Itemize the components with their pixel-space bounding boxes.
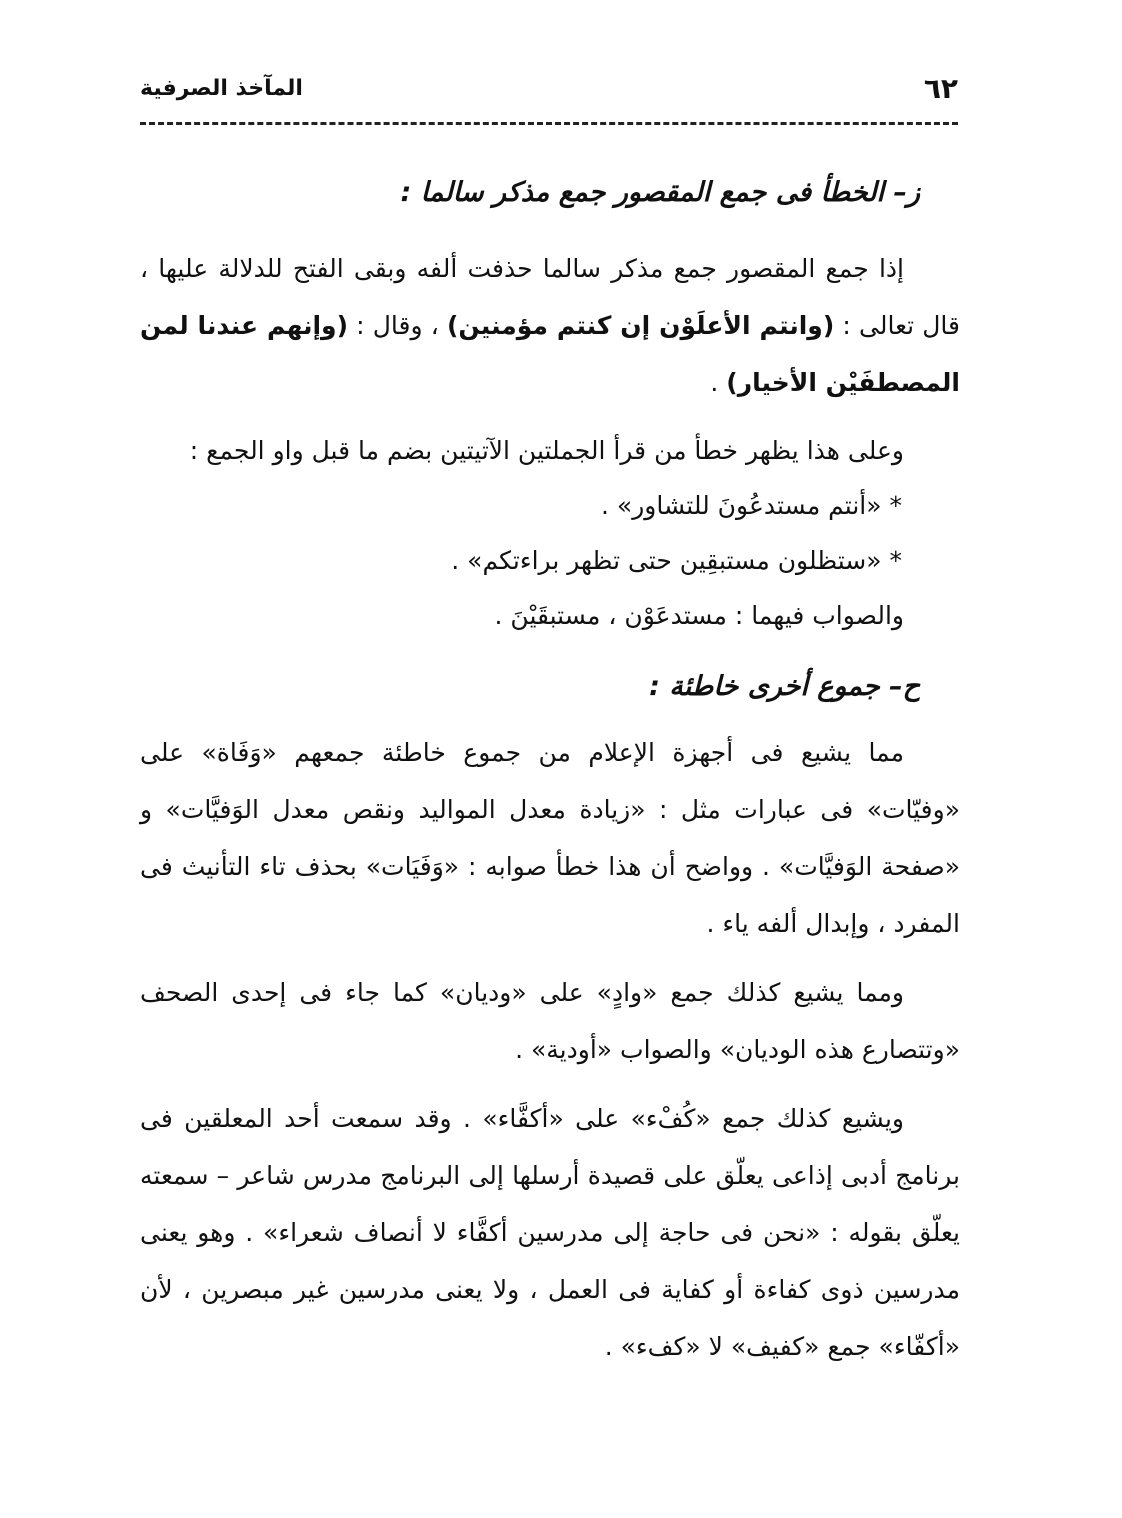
section-heading-z: ز– الخطأ فى جمع المقصور جمع مذكر سالما :	[400, 177, 920, 208]
paragraph-z-1-text-c: .	[710, 368, 727, 398]
paragraph-h-3: ويشيع كذلك جمع «كُفْء» على «أكفَّاء» . وقد سمعت أحد المعلقين فى برنامج أدبى إذاعى يعلّق على قصيدة أرسلها إلى البرنامج مدرس شاعر – سمعته يعلّق بقوله : «نحن فى حاجة إلى مدرسين أكفَّاء لا أنصاف شعراء» . وهو يعنى مدرسين ذوى كفاءة أو كفاية فى العمل ، ولا يعنى مدرسين غير مبصرين ، لأن «أكفّاء» جمع «كفيف» لا «كفء» .	[140, 1104, 960, 1362]
example-bullet-1: * «أنتم مستدعُونَ للتشاور» .	[601, 491, 902, 521]
page-header	[140, 72, 958, 112]
page-number: ٦٢	[923, 72, 958, 105]
paragraph-h-1: مما يشيع فى أجهزة الإعلام من جموع خاطئة جمعهم «وَفَاة» على «وفيّات» فى عبارات مثل : «زيادة معدل المواليد ونقص معدل الوَفيَّات» و «صفحة الوَفيَّات» . وواضح أن هذا خطأ صوابه : «وَفَيَات» بحذف تاء التأنيث فى المفرد ، وإبدال ألفه ياء .	[140, 738, 960, 939]
paragraph-h-2: ومما يشيع كذلك جمع «وادٍ» على «وديان» كما جاء فى إحدى الصحف «وتتصارع هذه الوديان» والصواب «أودية» .	[140, 978, 960, 1065]
example-bullet-2: * «ستظلون مستبقِين حتى تظهر براءتكم» .	[451, 546, 902, 576]
running-title: المآخذ الصرفية	[140, 76, 303, 101]
paragraph-z-1-text-a: إذا جمع المقصور جمع مذكر سالما حذفت ألفه وبقى الفتح للدلالة عليها ، قال تعالى :	[140, 254, 960, 341]
paragraph-z-1-text-b: ، وقال :	[348, 311, 447, 341]
page-body	[140, 175, 960, 1375]
header-divider	[140, 122, 958, 125]
paragraph-z-1	[140, 240, 960, 411]
quran-quote-2: (وإنهم عندنا لمن المصطفَيْن الأخيار)	[140, 311, 960, 398]
section-heading-h: ح– جموع أخرى خاطئة :	[649, 671, 920, 703]
correction-line: والصواب فيهما : مستدعَوْن ، مستبقَيْنَ .	[494, 601, 904, 631]
quran-quote-1: (وانتم الأعلَوْن إن كنتم مؤمنين)	[446, 311, 835, 341]
paragraph-z-2: وعلى هذا يظهر خطأ من قرأ الجملتين الآتيتين بضم ما قبل واو الجمع :	[189, 436, 904, 466]
